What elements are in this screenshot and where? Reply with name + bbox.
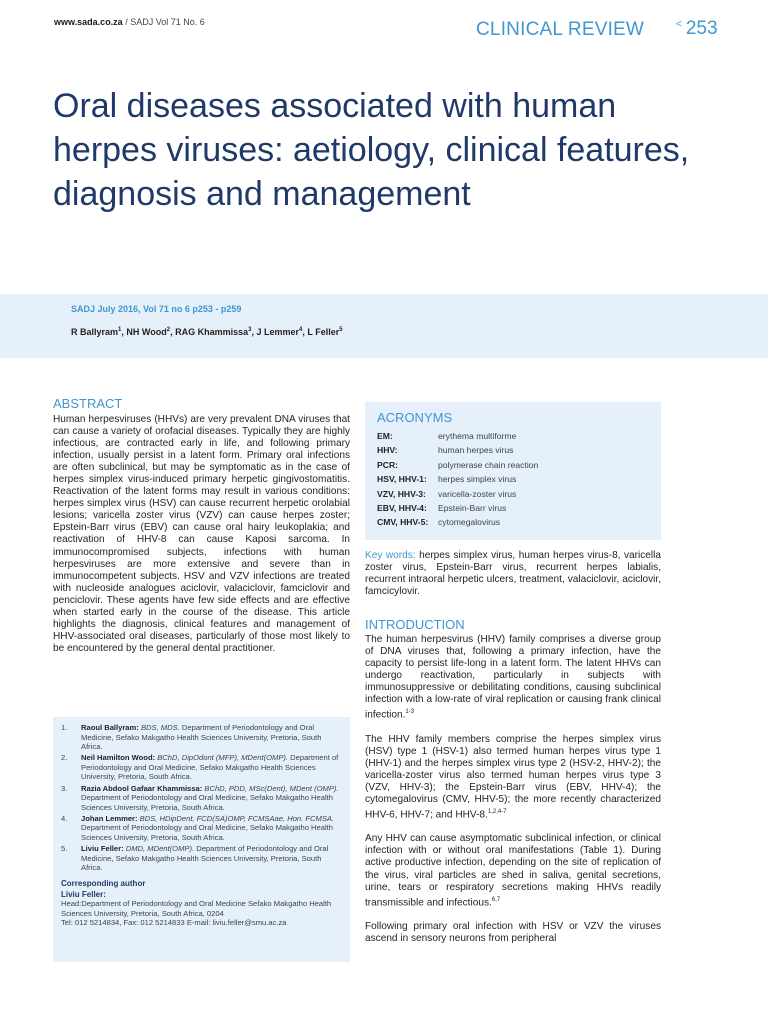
affiliation-body <box>81 844 342 873</box>
article-title: Oral diseases associated with human herpes viruses: aetiology, clinical features, diagnosis and management <box>53 87 690 213</box>
acronym-abbr: HHV: <box>377 445 398 456</box>
acronym-definition: cytomegalovirus <box>438 517 501 528</box>
citation: SADJ July 2016, Vol 71 no 6 p253 - p259 <box>71 304 242 314</box>
author-name: NH Wood <box>126 327 167 337</box>
affiliation-body <box>81 784 342 813</box>
author-affiliation-number: 2 <box>166 327 171 333</box>
author-separator: , <box>251 327 257 337</box>
affiliation-body <box>81 723 342 752</box>
introduction-paragraph <box>365 921 661 945</box>
affiliation-number: 3. <box>61 783 68 793</box>
acronym-row <box>377 431 538 445</box>
journal-issue: / SADJ Vol 71 No. 6 <box>122 17 205 27</box>
page-marker: < <box>676 18 682 30</box>
introduction-title: INTRODUCTION <box>365 617 465 632</box>
acronym-definition: polymerase chain reaction <box>438 459 539 470</box>
corresponding-author-address: Head:Department of Periodontology and Oral Medicine Sefako Makgatho Health Sciences University, Pretoria, South Africa, 0204 <box>61 898 332 918</box>
affiliation-number: 1. <box>61 723 68 732</box>
acronym-row <box>377 503 538 517</box>
affiliation-number: 5. <box>61 844 68 854</box>
author-separator: , <box>302 327 308 337</box>
author-name: J Lemmer <box>256 327 299 337</box>
affiliation-name: Raoul Ballyram: <box>81 723 139 732</box>
affiliation-item <box>61 814 342 843</box>
corresponding-author-name: Liviu Feller: <box>61 889 106 899</box>
section-label: CLINICAL REVIEW <box>476 19 645 40</box>
acronyms-table <box>377 431 538 532</box>
author-name: L Feller <box>307 327 340 337</box>
page-number <box>676 18 718 40</box>
affiliation-text: Department of Periodontology and Oral Medicine, Sefako Makgatho Health Sciences University, Pretoria, South Africa. <box>81 723 322 752</box>
affiliation-credentials: DMD, MDent(OMP). <box>125 844 195 854</box>
affiliation-item <box>61 723 342 752</box>
affiliation-text: Department of Periodontology and Oral Medicine, Sefako Makgatho Health Sciences University, Pretoria, South Africa. <box>81 753 339 782</box>
affiliation-body <box>81 753 342 782</box>
site-url[interactable]: www.sada.co.za <box>54 17 123 27</box>
affiliation-credentials: BDS, HDipDent, FCD(SA)OMP, FCMSAae, Hon. FCMSA. <box>139 813 335 823</box>
author-separator: , <box>121 327 127 337</box>
keywords-label: Key words: <box>365 550 416 561</box>
keywords <box>365 550 661 598</box>
abstract-title: ABSTRACT <box>53 396 123 411</box>
running-header <box>54 17 205 27</box>
acronym-row <box>377 517 538 531</box>
affiliation-number: 2. <box>61 753 68 763</box>
corresponding-author-title: Corresponding author <box>61 878 146 888</box>
paragraph-text: The HHV family members comprise the herpes simplex virus (HSV) type 1 (HSV-1) also termed human herpes virus type 1 (HHV-1) and the herpes simplex virus type 2 (HSV-2, HHV-2); the varicella-zoster virus also termed human herpes virus type 3 (VZV, HHV-3); the Epstein-Barr virus (EBV, HHV-4); the cytomegalovirus (CMV, HHV-5); the more recently characterized HHV-6, HHV-7; and HHV-8. <box>365 733 661 821</box>
introduction-paragraph <box>365 634 661 722</box>
acronym-row <box>377 474 538 488</box>
acronym-row <box>377 489 538 503</box>
affiliations-list <box>61 723 342 873</box>
author-affiliation-number: 3 <box>248 327 252 333</box>
author-name: R Ballyram <box>71 327 119 337</box>
affiliations-box <box>53 717 350 962</box>
acronym-definition: varicella-zoster virus <box>438 488 517 499</box>
affiliation-text: Department of Periodontology and Oral Medicine, Sefako Makgatho Health Sciences University, Pretoria, South Africa. <box>81 823 334 843</box>
acronym-definition: human herpes virus <box>438 445 514 456</box>
acronym-abbr: EM: <box>377 431 393 441</box>
affiliation-credentials: BChD, DipOdont (MFP), MDent(OMP). <box>157 753 289 763</box>
affiliation-name: Neil Hamilton Wood: <box>81 753 156 763</box>
paragraph-text: Any HHV can cause asymptomatic subclinical infection, or clinical infection with or without oral manifestations (Table 1). During active productive infection, depending on the site of replication of the virus, viral particles are shed in saliva, genital secretions, urine, tears or respiratory secretions making HHVs readily transmissible and infectious. <box>365 833 661 908</box>
affiliation-name: Razia Abdool Gafaar Khammissa: <box>81 783 203 793</box>
affiliation-credentials: BChD, PDD, MSc(Dent), MDent (OMP). <box>204 783 339 793</box>
reference-marker: 6,7 <box>491 896 501 903</box>
affiliation-name: Johan Lemmer: <box>81 813 138 823</box>
acronym-abbr: CMV, HHV-5: <box>377 517 429 528</box>
abstract-section <box>53 396 350 655</box>
author-affiliation-number: 5 <box>339 327 343 333</box>
acronym-definition: herpes simplex virus <box>438 474 517 485</box>
acronym-abbr: PCR: <box>377 459 399 470</box>
author-separator: , <box>170 327 176 337</box>
acronym-abbr: VZV, HHV-3: <box>377 488 426 499</box>
affiliation-item <box>61 784 342 813</box>
acronym-row <box>377 445 538 459</box>
abstract-text: Human herpesviruses (HHVs) are very prevalent DNA viruses that can cause a variety of orofacial diseases. Typically they are highly infectious, are contracted early in life, and following primary infection, usually persist in a latent form. Primary oral infections are often subclinical, but may be symptomatic as in the case of herpes simplex virus-induced primary herpetic gingivostomatitis. Reactivation of the latent forms may result in various conditions: herpes simplex virus (HSV) can cause recurrent herpetic orolabial lesions; varicella zoster virus (VZV) can cause herpes zoster; Epstein-Barr virus (EBV) can cause oral hairy leukoplakia; and reactivation of HHV-8 can cause Kaposi sarcoma. In immunocompromised subjects, infections with human herpesviruses are more extensive and severe than in immunocompetent subjects. HSV and VZV infections are treated with nucleoside analogues aciclovir, valaciclovir, famciclovir and penciclovir. These agents have few side effects and are effective when started early in the course of the disease. This article highlights the diagnosis, clinical features and management of HHV-associated oral diseases, particularly of those most likely to be encountered by the general dental practitioner. <box>53 414 350 654</box>
acronym-definition: erythema multiforme <box>438 431 517 441</box>
acronym-row <box>377 460 538 474</box>
affiliation-number: 4. <box>61 813 68 823</box>
author-affiliation-number: 4 <box>299 327 303 333</box>
author-affiliation-number: 1 <box>118 327 122 333</box>
affiliation-name: Liviu Feller: <box>81 844 124 854</box>
acronym-abbr: HSV, HHV-1: <box>377 474 427 485</box>
page-number-value: 253 <box>685 18 718 39</box>
corresponding-author-contact[interactable]: Tel: 012 5214834, Fax: 012 5214833 E-mail: liviu.feller@smu.ac.za <box>61 918 287 928</box>
paragraph-text: The human herpesvirus (HHV) family comprises a diverse group of DNA viruses that, following a primary infection, have the capacity to persist life-long in a latent form. The latent HHVs can undergo reactivation, particularly in subjects with immunosuppressive or debilitating conditions, causing subclinical infection with a low-rate of viral replication or causing frank clinical infection. <box>365 634 661 721</box>
paragraph-text: Following primary oral infection with HSV or VZV the viruses ascend in sensory neurons from peripheral <box>365 921 661 945</box>
acronyms-title: ACRONYMS <box>377 410 453 425</box>
keywords-text: herpes simplex virus, human herpes virus-8, varicella zoster virus, Epstein-Barr virus, recurrent herpes labialis, recurrent intraoral herpetic ulcers, treatment, valaciclovir, aciclovir, famcicylovir. <box>365 550 661 598</box>
author-name: RAG Khammissa <box>175 327 249 337</box>
reference-marker: 1-3 <box>405 709 415 716</box>
affiliation-item <box>61 844 342 873</box>
affiliation-text: Department of Periodontology and Oral Medicine, Sefako Makgatho Health Sciences University, Pretoria, South Africa. <box>81 844 329 873</box>
reference-marker: 1,2,4-7 <box>487 808 507 815</box>
affiliation-item <box>61 753 342 782</box>
acronym-abbr: EBV, HHV-4: <box>377 502 427 513</box>
author-list <box>71 327 343 337</box>
introduction-paragraph <box>365 734 661 822</box>
acronyms-box <box>365 402 661 540</box>
introduction-paragraph <box>365 833 661 909</box>
affiliation-body <box>81 814 342 843</box>
acronym-definition: Epstein-Barr virus <box>438 502 507 513</box>
affiliation-credentials: BDS, MDS. <box>140 723 180 732</box>
affiliation-text: Department of Periodontology and Oral Medicine, Sefako Makgatho Health Sciences University, Pretoria, South Africa. <box>81 793 334 812</box>
introduction-body <box>365 634 661 957</box>
